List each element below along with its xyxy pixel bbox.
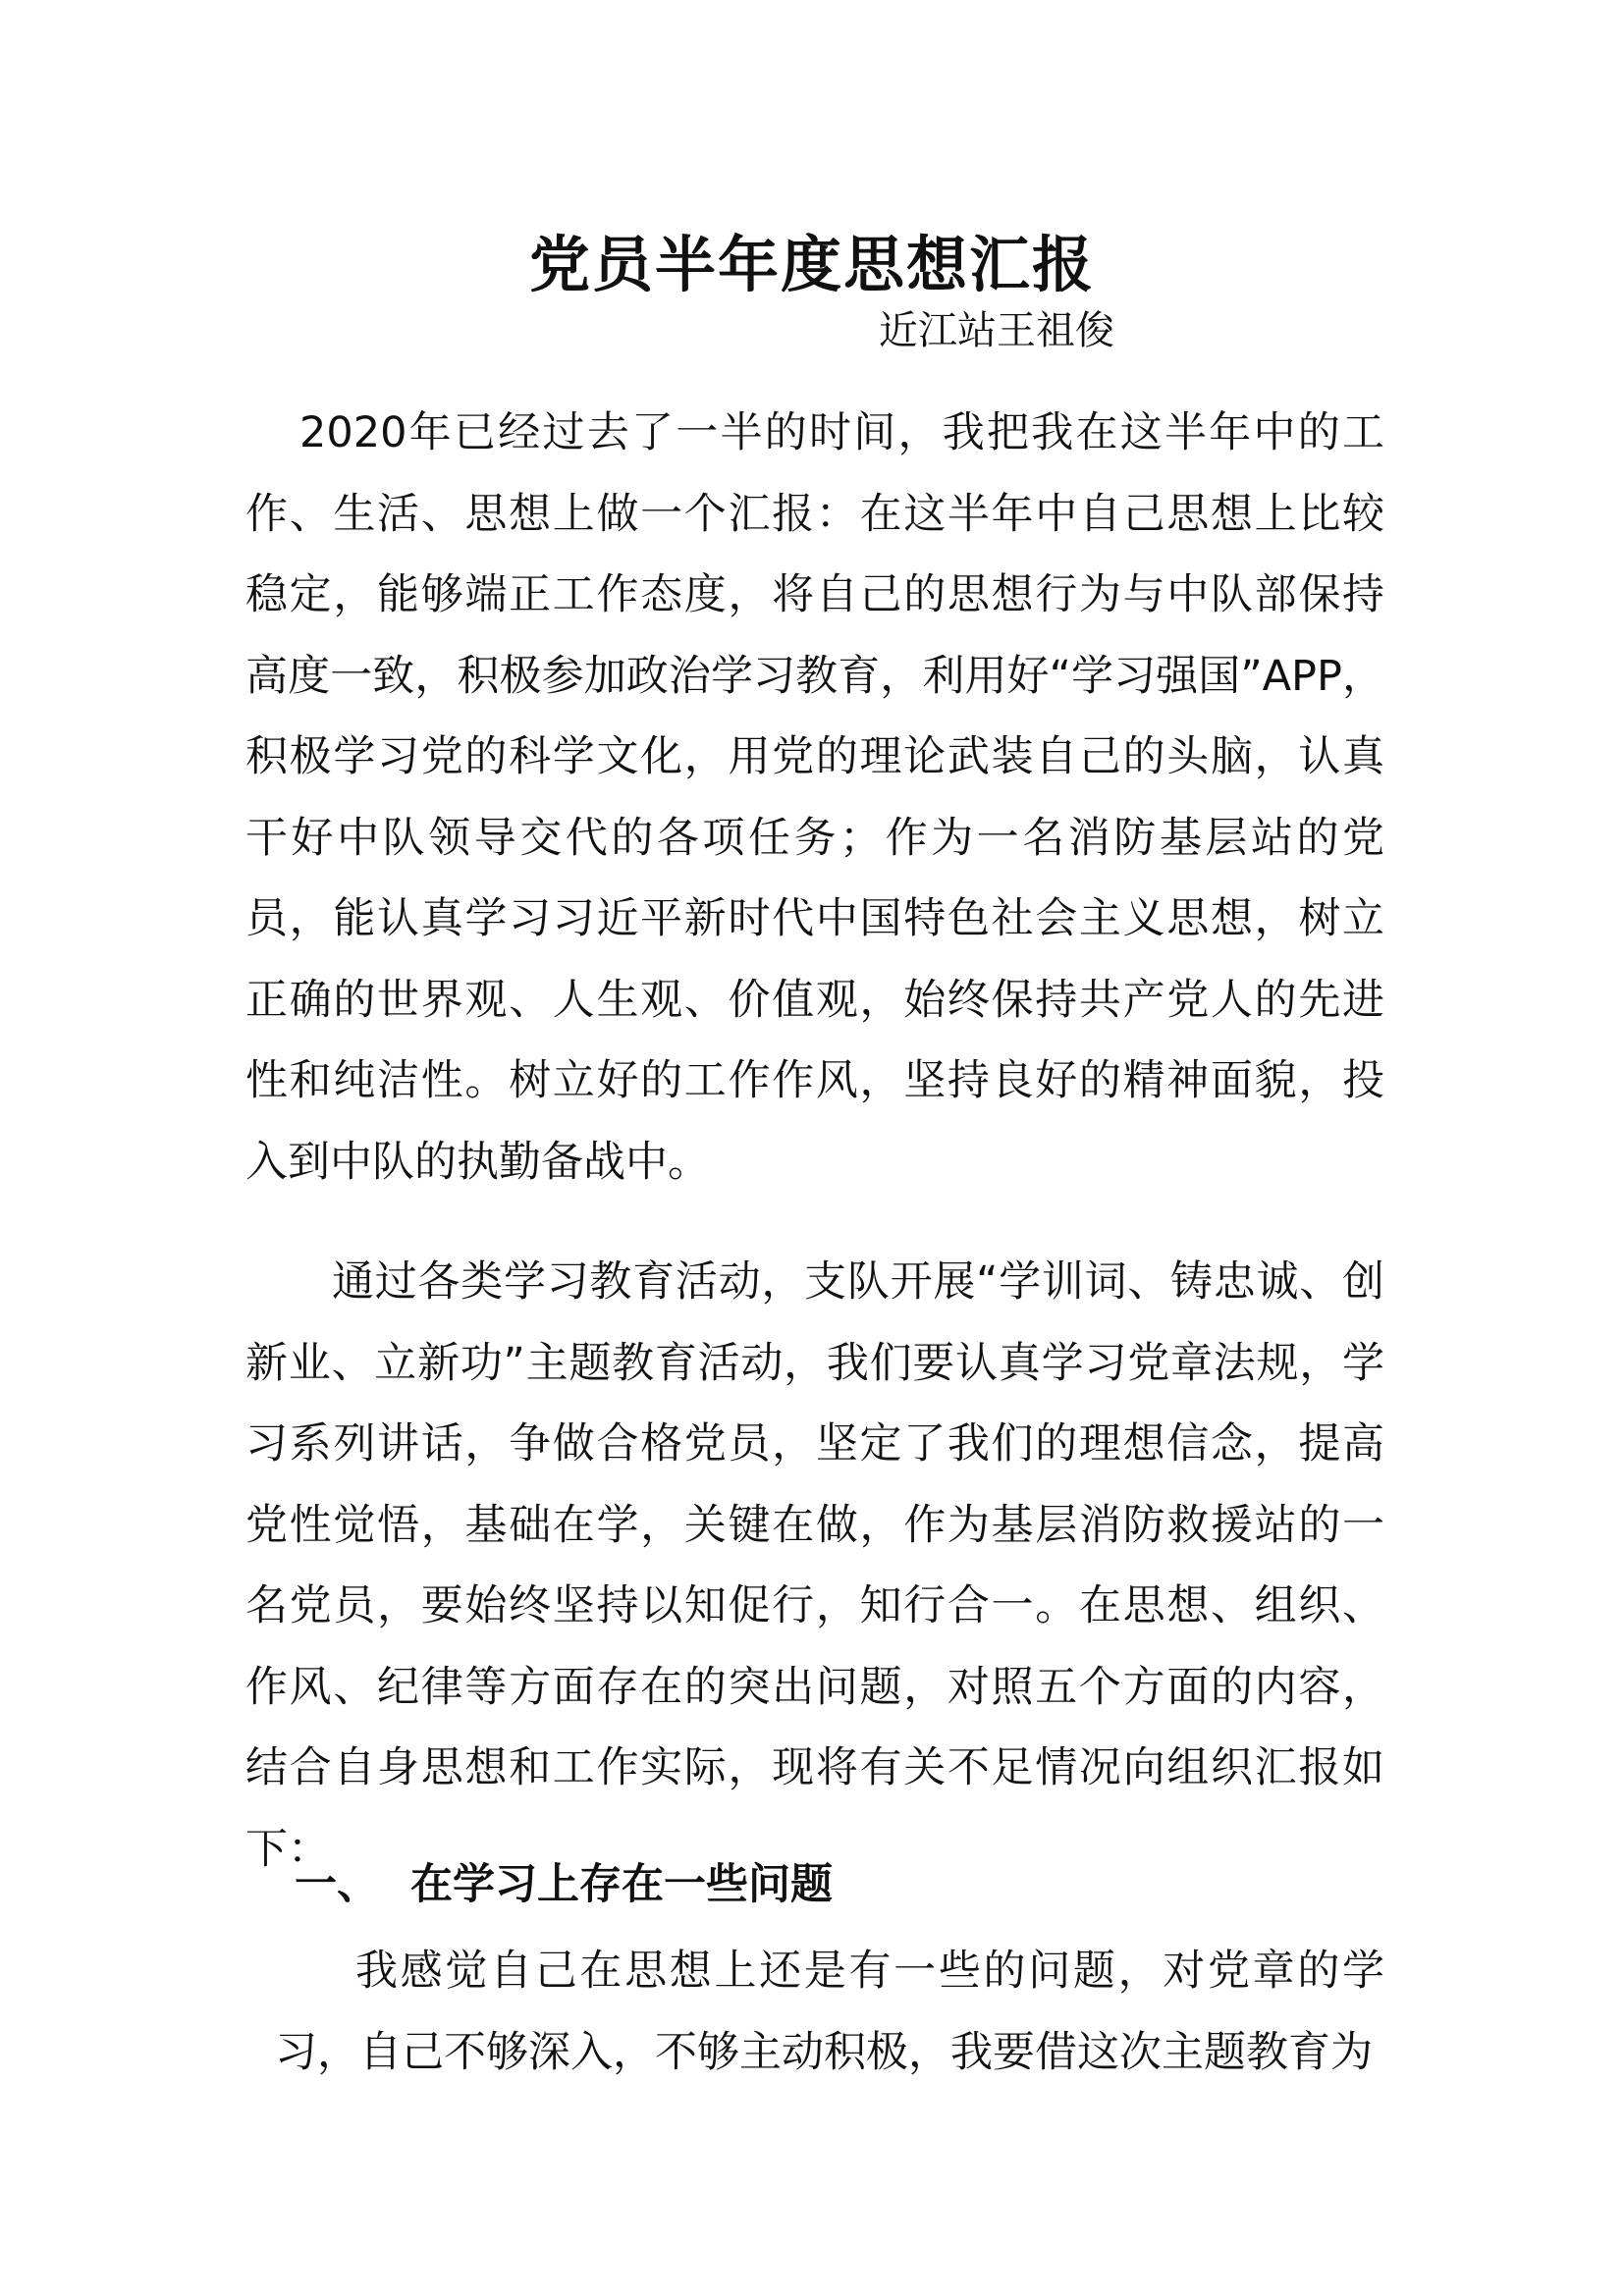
section-heading-text: 在学习上存在一些问题	[410, 1860, 833, 1909]
section-number: 一、	[295, 1860, 379, 1909]
author-line: 近江站王祖俊	[879, 308, 1114, 353]
document-title: 党员半年度思想汇报	[528, 229, 1095, 300]
section-heading-1	[295, 1851, 833, 1911]
paragraph-2: 通过各类学习教育活动，支队开展“学训词、铸忠诚、创新业、立新功”主题教育活动，我们要认真学习党章法规，学习系列讲话，争做合格党员，坚定了我们的理想信念，提高党性觉悟，基础在学，关键在做，作为基层消防救援站的一名党员，要始终坚持以知促行，知行合一。在思想、组织、作风、纪律等方面存在的突出问题，对照五个方面的内容，结合自身思想和工作实际，现将有关不足情况向组织汇报如下：	[245, 1257, 1384, 1874]
paragraph-3: 我感觉自己在思想上还是有一些的问题，对党章的学习，自己不够深入，不够主动积极，我要借这次主题教育为	[275, 1947, 1384, 2077]
paragraph-1: 2020年已经过去了一半的时间，我把我在这半年中的工作、生活、思想上做一个汇报：在这半年中自己思想上比较稳定，能够端正工作态度，将自己的思想行为与中队部保持高度一致，积极参加政治学习教育，利用好“学习强国”APP，积极学习党的科学文化，用党的理论武装自己的头脑，认真干好中队领导交代的各项任务；作为一名消防基层站的党员，能认真学习习近平新时代中国特色社会主义思想，树立正确的世界观、人生观、价值观，始终保持共产党人的先进性和纯洁性。树立好的工作作风，坚持良好的精神面貌，投入到中队的执勤备战中。	[245, 408, 1384, 1187]
